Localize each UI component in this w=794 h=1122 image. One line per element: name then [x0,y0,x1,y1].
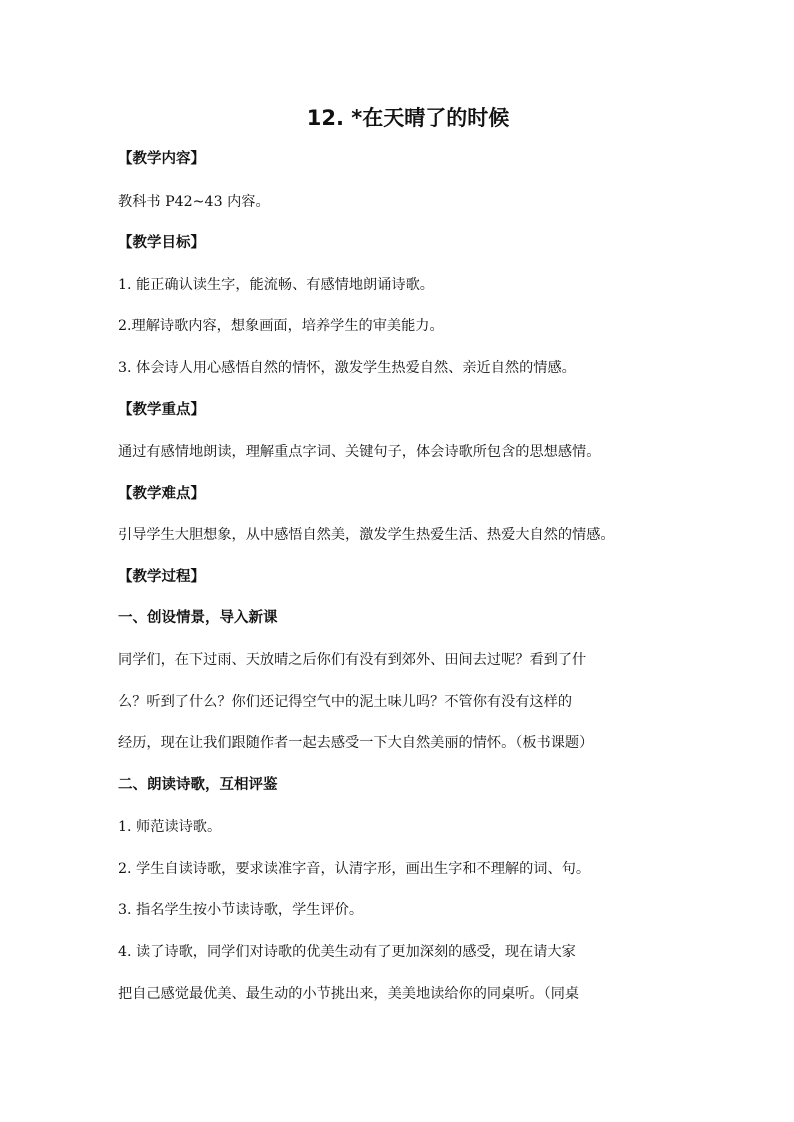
key-points-text: 通过有感情地朗读，理解重点字词、关键句子，体会诗歌所包含的思想感情。 [118,444,601,460]
part-1-heading: 一、创设情景，导入新课 [118,610,278,626]
step-3: 3. 指名学生按小节读诗歌，学生评价。 [118,902,364,918]
step-4-line-1: 4. 读了诗歌，同学们对诗歌的优美生动有了更加深刻的感受，现在请大家 [118,944,576,960]
objective-2: 2.理解诗歌内容，想象画面，培养学生的审美能力。 [118,318,444,334]
content-text: 教科书 P42~43 内容。 [118,194,270,210]
objective-1: 1. 能正确认读生字，能流畅、有感情地朗诵诗歌。 [118,277,434,293]
part-1-line-3: 经历，现在让我们跟随作者一起去感受一下大自然美丽的情怀。（板书课题） [118,735,594,751]
section-heading-objectives: 【教学目标】 [118,235,205,251]
part-1-line-2: 么？听到了什么？你们还记得空气中的泥土味儿吗？不管你有没有这样的 [118,694,573,710]
page-title: 12. *在天晴了的时候 [306,106,510,130]
objective-3: 3. 体会诗人用心感悟自然的情怀，激发学生热爱自然、亲近自然的情感。 [118,360,576,376]
section-heading-difficulties: 【教学难点】 [118,486,205,502]
section-heading-content: 【教学内容】 [118,151,205,167]
section-heading-key-points: 【教学重点】 [118,402,205,418]
step-2: 2. 学生自读诗歌，要求读准字音，认清字形，画出生字和不理解的词、句。 [118,861,591,877]
difficulties-text: 引导学生大胆想象，从中感悟自然美，激发学生热爱生活、热爱大自然的情感。 [118,527,615,543]
part-1-line-1: 同学们，在下过雨、天放晴之后你们有没有到郊外、田间去过呢？看到了什 [118,652,587,668]
step-4-line-2: 把自己感觉最优美、最生动的小节挑出来，美美地读给你的同桌听。（同桌 [118,986,580,1002]
part-2-heading: 二、朗读诗歌，互相评鉴 [118,777,278,793]
section-heading-process: 【教学过程】 [118,569,205,585]
step-1: 1. 师范读诗歌。 [118,819,222,835]
